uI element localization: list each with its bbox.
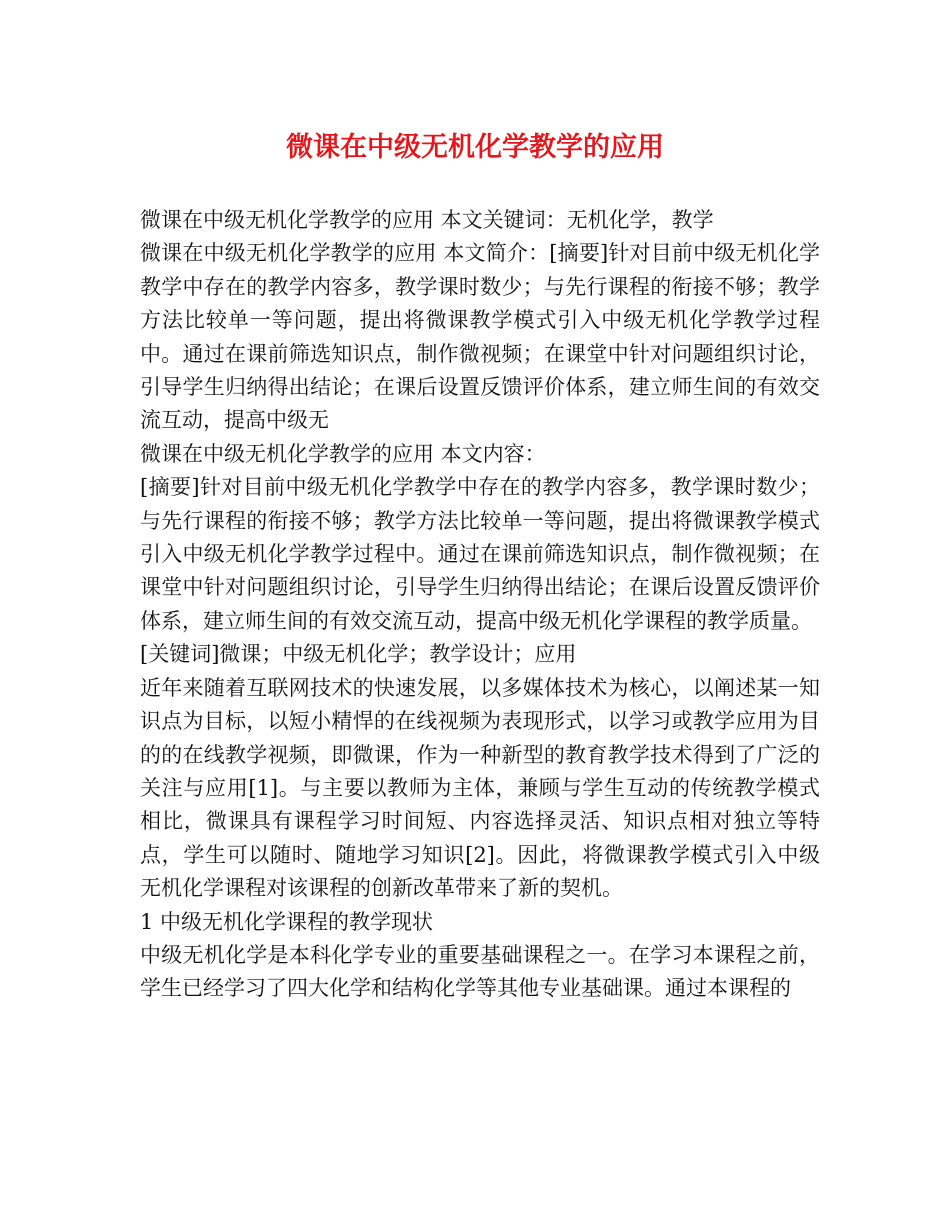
document-body [140,204,820,1006]
section-heading: 1 中级无机化学课程的教学现状 [140,909,434,934]
abstract-paragraph: [摘要]针对目前中级无机化学教学中存在的教学内容多，教学课时数少；与先行课程的衔接不够；教学方法比较单一等问题，提出将微课教学模式引入中级无机化学教学过程中。通过在课前筛选知识点，制作微视频；在课堂中针对问题组织讨论，引导学生归纳得出结论；在课后设置反馈评价体系，建立师生间的有效交流互动，提高中级无机化学课程的教学质量。 [140,475,820,633]
page-title: 微课在中级无机化学教学的应用 [286,132,664,163]
keywords-line: 微课在中级无机化学教学的应用 本文关键词：无机化学，教学 [140,208,714,232]
keywords-paragraph: [关键词]微课；中级无机化学；教学设计；应用 [140,642,577,667]
section-paragraph: 中级无机化学是本科化学专业的重要基础课程之一。在学习本课程之前，学生已经学习了四大化学和结构化学等其他专业基础课。通过本课程的 [140,942,820,1001]
intro-paragraph: 近年来随着互联网技术的快速发展，以多媒体技术为核心，以阐述某一知识点为目标，以短小精悍的在线视频为表现形式，以学习或教学应用为目的的在线教学视频，即微课，作为一种新型的教育教学技术得到了广泛的关注与应用[1]。与主要以教师为主体，兼顾与学生互动的传统教学模式相比，微课具有课程学习时间短、内容选择灵活、知识点相对独立等特点，学生可以随时、随地学习知识[2]。因此，将微课教学模式引入中级无机化学课程对该课程的创新改革带来了新的契机。 [140,675,820,901]
content-heading: 微课在中级无机化学教学的应用 本文内容： [140,441,546,466]
summary-paragraph: 微课在中级无机化学教学的应用 本文简介：[摘要]针对目前中级无机化学教学中存在的教学内容多，教学课时数少；与先行课程的衔接不够；教学方法比较单一等问题，提出将微课教学模式引入中级无机化学教学过程中。通过在课前筛选知识点，制作微视频；在课堂中针对问题组织讨论，引导学生归纳得出结论；在课后设置反馈评价体系，建立师生间的有效交流互动，提高中级无 [140,241,820,433]
